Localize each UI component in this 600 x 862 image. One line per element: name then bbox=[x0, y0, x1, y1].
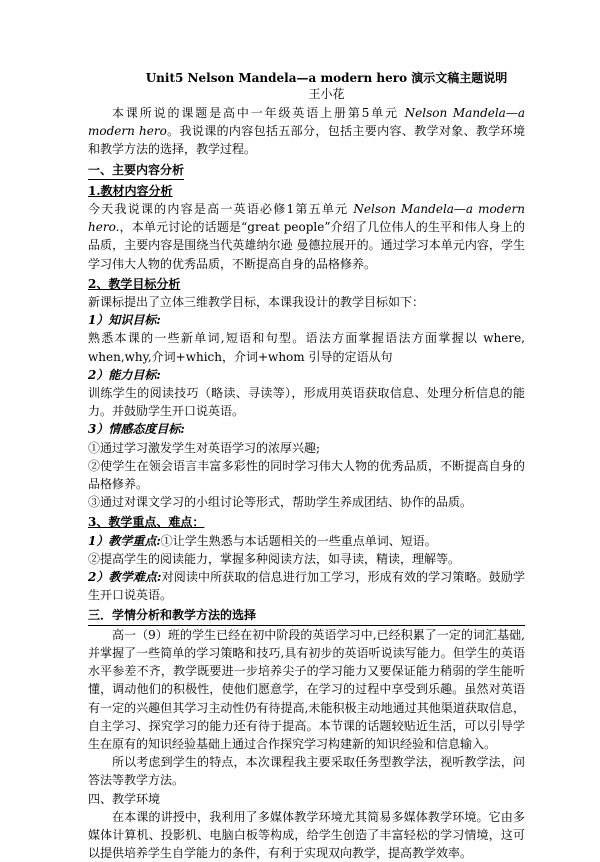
ability-objective-text: 训练学生的阅读技巧（略读、寻读等），形成用英语获取信息、处理分析信息的能力。并鼓励学生开口说英语。 bbox=[88, 386, 525, 419]
environment-paragraph: 在本课的讲授中，我利用了多媒体教学环境尤其简易多媒体教学环境。它由多媒体计算机、投影机、电脑白板等构成，给学生创造了丰富轻松的学习情境，这可以提供培养学生自学能力的条件，有利于实现双向教学，提高教学效率。 bbox=[88, 809, 525, 861]
content-italic-title: Nelson Mandela—a modern hero. bbox=[88, 202, 525, 235]
teaching-method-paragraph: 所以考虑到学生的特点，本次课程我主要采取任务型教学法，视听教学法，问答法等教学方法。 bbox=[88, 755, 525, 788]
objectives-intro: 新课标提出了立体三维教学目标，本课我设计的教学目标如下： bbox=[88, 295, 425, 310]
difficult-point bbox=[88, 568, 525, 604]
emotion-objective-label: 3）情感态度目标: bbox=[88, 422, 185, 437]
document-title: Unit5 Nelson Mandela—a modern hero 演示文稿主题说明 bbox=[145, 71, 508, 85]
subheading-key-points: 3、教学重点、难点： bbox=[88, 515, 205, 530]
emotion-objective-3: ③通过对课文学习的小组讨论等形式，帮助学生养成团结、协作的品质。 bbox=[88, 495, 473, 510]
intro-text-b: 。我说课的内容包括五部分，包括主要内容、教学对象、教学环境和教学方法的选择，教学过程。 bbox=[88, 124, 525, 157]
knowledge-objective-text: 熟悉本课的一些新单词,短语和句型。语法方面掌握语法方面掌握以 where, when,why,介词+which，介词+whom 引导的定语从句 bbox=[88, 331, 525, 364]
content-text-b: ，本单元讨论的话题是“great people”介绍了几位伟人的生平和伟人身上的品质，主要内容是围绕当代英雄纳尔逊 曼德拉展开的。通过学习本单元内容，学生学习伟大人物的优秀品质，不断提高自身的品格修养。 bbox=[88, 220, 525, 271]
intro-italic-title: Nelson Mandela—a modern hero bbox=[88, 106, 525, 139]
content-analysis-paragraph bbox=[88, 200, 525, 273]
emotion-objective-1: ①通过学习激发学生对英语学习的浓厚兴趣; bbox=[88, 440, 321, 455]
author-name: 王小花 bbox=[308, 87, 345, 101]
difficult-point-text: 对阅读中所获取的信息进行加工学习，形成有效的学习策略。鼓励学生开口说英语。 bbox=[88, 570, 525, 603]
section-heading-3: 三．学情分析和教学方法的选择 bbox=[88, 608, 257, 623]
learner-analysis-paragraph: 高一（9）班的学生已经在初中阶段的英语学习中,已经积累了一定的词汇基础,并掌握了一些简单的学习策略和技巧,具有初步的英语听说读写能力。但学生的英语水平参差不齐，教学既要进一步培养尖子的学习能力又要保证能力稍弱的学生能听懂，调动他们的积极性，使他们愿意学，在学习的过程中享受到乐趣。虽然对英语有一定的兴趣但其学习主动性仍有待提高,未能积极主动地通过其他渠道获取信息，自主学习、探究学习的能力还有待于提高。本节课的话题较贴近生活，可以引导学生在原有的知识经验基础上通过合作探究学习构建新的知识经验和信息输入。 bbox=[88, 627, 525, 751]
key-point-text-1: ①让学生熟悉与本话题相关的一些重点单词、短语。 bbox=[160, 533, 437, 548]
key-point-label: 1）教学重点: bbox=[88, 533, 161, 548]
subheading-objectives: 2、教学目标分析 bbox=[88, 276, 181, 291]
knowledge-objective-label: 1）知识目标: bbox=[88, 313, 161, 328]
subheading-content-analysis: 1.教材内容分析 bbox=[88, 183, 173, 198]
key-point-1 bbox=[88, 532, 525, 550]
intro-paragraph bbox=[88, 104, 525, 159]
ability-objective-label: 2）能力目标: bbox=[88, 367, 161, 382]
emotion-objective-2: ②使学生在领会语言丰富多彩性的同时学习伟大人物的优秀品质，不断提高自身的品格修养。 bbox=[88, 458, 525, 492]
intro-text-a: 本课所说的课题是高中一年级英语上册第5单元 bbox=[112, 106, 405, 120]
key-point-2: ②提高学生的阅读能力，掌握多种阅读方法，如寻读，精读，理解等。 bbox=[88, 551, 461, 566]
section-heading-4: 四、教学环境 bbox=[88, 791, 161, 806]
difficult-point-label: 2）教学难点: bbox=[88, 570, 162, 585]
content-text-a: 今天我说课的内容是高一英语必修1第五单元 bbox=[88, 202, 354, 217]
section-heading-1: 一、主要内容分析 bbox=[88, 161, 184, 180]
